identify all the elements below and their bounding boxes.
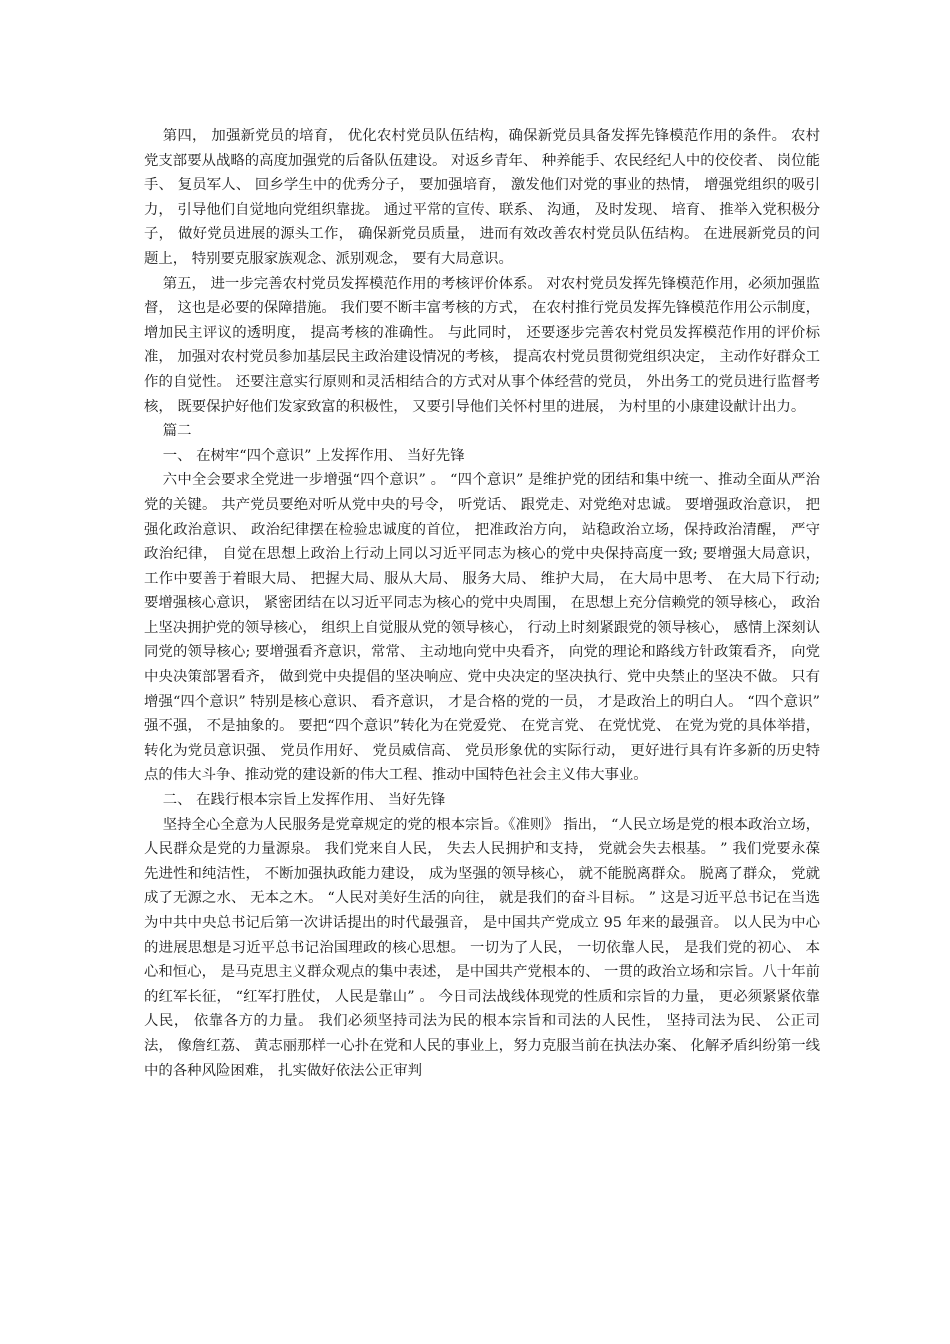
paragraph-fifth: 第五， 进一步完善农村党员发挥模范作用的考核评价体系。 对农村党员发挥先锋模范作用，必须加强监督， 这也是必要的保障措施。 我们要不断丰富考核的方式， 在农村推行党员发挥先锋模范作用公示制度， 增加民主评议的透明度， 提高考核的准确性。 与此同时， 还要逐步完善农村党员发挥模范作用的评价标准， 加强对农村党员参加基层民主政治建设情况的考核， 提高农村党员贯彻党组织决定， 主动作好群众工作的自觉性。 还要注意实行原则和灵活相结合的方式对从事个体经营的党员， 外出务工的党员进行监督考核， 既要保护好他们发家致富的积极性， 又要引导他们关怀村里的进展， 为村里的小康建设献计出力。 (144, 275, 820, 415)
document-page (144, 124, 820, 1083)
paragraph-fourth: 第四， 加强新党员的培育， 优化农村党员队伍结构，确保新党员具备发挥先锋模范作用的条件。 农村党支部要从战略的高度加强党的后备队伍建设。 对返乡青年、 种养能手、农民经纪人中的佼佼者、 岗位能手、 复员军人、 回乡学生中的优秀分子， 要加强培育， 激发他们对党的事业的热情， 增强党组织的吸引力， 引导他们自觉地向党组织靠拢。 通过平常的宣传、联系、 沟通， 及时发现、 培育、 推举入党积极分子， 做好党员进展的源头工作， 确保新党员质量， 进而有效改善农村党员队伍结构。 在进展新党员的问题上， 特别要克服家族观念、派别观念， 要有大局意识。 (144, 128, 820, 267)
section-heading-two: 二、 在践行根本宗旨上发挥作用、 当好先锋 (162, 792, 446, 809)
paragraph-fundamental-purpose: 坚持全心全意为人民服务是党章规定的党的根本宗旨。《准则》 指出， “人民立场是党的根本政治立场， 人民群众是党的力量源泉。 我们党来自人民， 失去人民拥护和支持， 党就会失去根基。 ” 我们党要永葆先进性和纯洁性， 不断加强执政能力建设， 成为坚强的领导核心， 就不能脱离群众。 脱离了群众， 党就成了无源之水、 无本之木。 “人民对美好生活的向往， 就是我们的奋斗目标。 ” 这是习近平总书记在当选为中共中央总书记后第一次讲话提出的时代最强音， 是中国共产党成立 95 年来的最强音。 以人民为中心的进展思想是习近平总书记治国理政的核心思想。 一切为了人民， 一切依靠人民， 是我们党的初心、 本心和恒心， 是马克思主义群众观点的集中表述， 是中国共产党根本的、 一贯的政治立场和宗旨。八十年前的红军长征， “红军打胜仗， 人民是靠山” 。 今日司法战线体现党的性质和宗旨的力量， 更必须紧紧依靠人民， 依靠各方的力量。 我们必须坚持司法为民的根本宗旨和司法的人民性， 坚持司法为民、 公正司法， 像詹红荔、 黄志丽那样一心扑在党和人民的事业上，努力克服当前在执法办案、 化解矛盾纠纷第一线中的各种风险困难， 扎实做好依法公正审判 (144, 816, 820, 1079)
paragraph-four-consciousness: 六中全会要求全党进一步增强“四个意识” 。 “四个意识” 是维护党的团结和集中统一、推动全面从严治党的关键。 共产党员要绝对听从党中央的号令， 听党话、 跟党走、对党绝对忠诚。 要增强政治意识， 把强化政治意识、 政治纪律摆在检验忠诚度的首位， 把准政治方向， 站稳政治立场，保持政治清醒， 严守政治纪律， 自觉在思想上政治上行动上同以习近平同志为核心的党中央保持高度一致; 要增强大局意识， 工作中要善于着眼大局、 把握大局、服从大局、 服务大局、 维护大局， 在大局中思考、 在大局下行动; 要增强核心意识， 紧密团结在以习近平同志为核心的党中央周围， 在思想上充分信赖党的领导核心， 政治上坚决拥护党的领导核心， 组织上自觉服从党的领导核心， 行动上时刻紧跟党的领导核心， 感情上深刻认同党的领导核心; 要增强看齐意识，常常、 主动地向党中央看齐， 向党的理论和路线方针政策看齐， 向党中央决策部署看齐， 做到党中央提倡的坚决响应、党中央决定的坚决执行、党中央禁止的坚决不做。 只有增强“四个意识” 特别是核心意识、 看齐意识， 才是合格的党的一员， 才是政治上的明白人。 “四个意识” 强不强， 不是抽象的。 要把“四个意识”转化为在党爱党、 在党言党、 在党忧党、 在党为党的具体举措， 转化为党员意识强、 党员作用好、 党员威信高、 党员形象优的实际行动， 更好进行具有许多新的历史特点的伟大斗争、推动党的建设新的伟大工程、推动中国特色社会主义伟大事业。 (144, 472, 820, 784)
section-title-part-two: 篇二 (162, 423, 192, 440)
section-heading-one: 一、 在树牢“四个意识” 上发挥作用、 当好先锋 (162, 447, 465, 464)
